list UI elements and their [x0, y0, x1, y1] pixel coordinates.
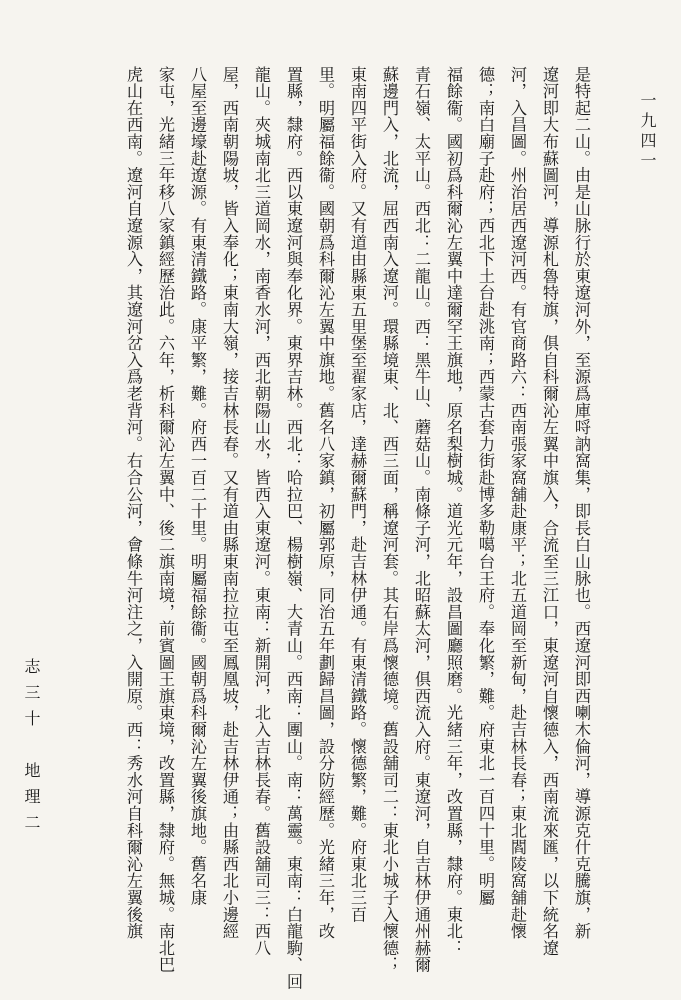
page-number: 一九四一 [638, 92, 657, 172]
text-column-13: 八屋至邊壕赴遼源。有東清鐵路。康平繁，難。府西一百二十里。明屬福餘衞。國朝爲科爾沁左翼後旗地。舊名康 [188, 66, 207, 906]
text-column-11: 龍山。夾城南北三道岡水，南香水河，西北朝陽山水，皆西入東遼河。東南：新開河，北入吉林長春。舊設舖司三：西八 [252, 66, 271, 957]
text-column-4: 德；南白廟子赴府；西北下土台赴洮南；西蒙古套力街赴博多勒噶台王府。奉化繁，難。府東北一百四十里。明屬 [476, 66, 495, 906]
text-column-6: 青石嶺、太平山。西北：二龍山。西：黑牛山、蘑菇山。南條子河，北昭蘇太河，俱西流入府。東遼河，自吉林伊通州赫爾 [412, 66, 431, 974]
text-column-3: 河，入昌圖。州治居西遼河西。有官商路六：西南張家窩舖赴康平；北五道岡至新甸，赴吉林長春；東北閻陵窩舖赴懷 [508, 66, 527, 940]
chapter-heading: 志三十 地理二 [22, 658, 41, 840]
text-column-5: 福餘衞。國初爲科爾沁左翼中達爾罕王旗地，原名梨樹城。道光元年，設昌圖廳照磨。光緒三年，改置縣，隸府。東北： [444, 66, 463, 957]
text-column-10: 置縣，隸府。西以東遼河與奉化界。東界吉林。西北：哈拉巴、楊樹嶺、大青山。西南：團山。南：萬靈。東南：白龍駒、回 [284, 66, 303, 990]
text-column-2: 遼河即大布蘇圖河，導源札魯特旗，俱自科爾沁左翼中旗入，合流至三江口，東遼河自懷德入，西南流來匯，以下統名遼 [540, 66, 559, 957]
text-column-14: 家屯，光緒三年移八家鎮經歷治此。六年，析科爾沁左翼中、後二旗南境，前賓圖王旗東境，改置縣，隸府。無城。南北巴 [156, 66, 175, 974]
text-column-12: 屋，西南朝陽坡，皆入奉化；東南大嶺，接吉林長春。又有道由縣東南拉拉屯至鳳凰坡，赴吉林伊通；由縣西北小邊經 [220, 66, 239, 940]
text-column-15: 虎山在西南。遼河自遼源入，其遼河岔入爲老背河。右合公河，會條牛河注之，入開原。西：秀水河自科爾沁左翼後旗 [124, 66, 143, 940]
text-column-8: 東南四平街入府。又有道由縣東五里堡至翟家店，達赫爾蘇門，赴吉林伊通。有東清鐵路。懷德繁，難。府東北三百 [348, 66, 367, 923]
text-column-1: 是特起二山。由是山脉行於東遼河外，至源爲庫哷訥窩集，即長白山脉也。西遼河即西喇木倫河，導源克什克騰旗，新 [572, 66, 591, 940]
text-column-7: 蘇邊門入，北流，屈西南入遼河。環縣境東、北、西三面，稱遼河套。其右岸爲懷德境。舊設舖司二：東北小城子入懷德； [380, 66, 399, 974]
text-column-9: 里。明屬福餘衞。國朝爲科爾沁左翼中旗地。舊名八家鎮，初屬郭原，同治五年劃歸昌圖，設分防經歷。光緒三年，改 [316, 66, 335, 940]
